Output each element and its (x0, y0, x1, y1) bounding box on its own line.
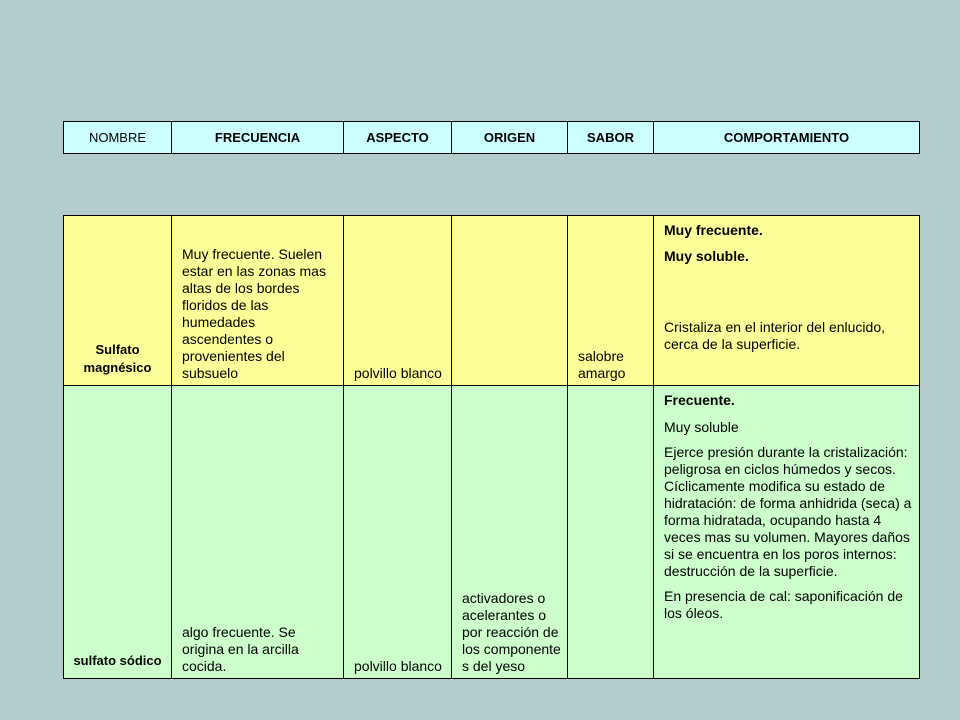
salts-table (63, 215, 920, 679)
comportamiento-line: Muy soluble. (664, 248, 749, 264)
cell-frecuencia: Muy frecuente. Suelen estar en las zonas mas altas de los bordes floridos de las humedades ascendentes o provenientes del subsuelo (172, 216, 344, 386)
cell-origen (452, 216, 568, 386)
table-row (64, 216, 920, 386)
comportamiento-line: Cristaliza en el interior del enlucido, cerca de la superficie. (664, 319, 885, 352)
header-nombre: NOMBRE (64, 122, 172, 154)
header-row (64, 122, 920, 154)
cell-nombre: Sulfato magnésico (64, 216, 172, 386)
cell-sabor (568, 386, 654, 679)
cell-origen: activadores o acelerantes o por reacción de los componente s del yeso (452, 386, 568, 679)
header-frecuencia: FRECUENCIA (172, 122, 344, 154)
table-row (64, 386, 920, 679)
header-table (63, 121, 920, 154)
header-sabor: SABOR (568, 122, 654, 154)
comportamiento-line: En presencia de cal: saponificación de los óleos. (664, 588, 903, 621)
comportamiento-line: Muy frecuente. (664, 222, 763, 238)
header-origen: ORIGEN (452, 122, 568, 154)
header-comportamiento: COMPORTAMIENTO (654, 122, 920, 154)
comportamiento-line: Muy soluble (664, 419, 739, 435)
cell-comportamiento (654, 386, 920, 679)
comportamiento-line: Frecuente. (664, 392, 735, 408)
cell-aspecto: polvillo blanco (344, 386, 452, 679)
cell-comportamiento (654, 216, 920, 386)
comportamiento-line: Ejerce presión durante la cristalización: peligrosa en ciclos húmedos y secos. Cíclicamente modifica su estado de hidratación: de forma anhidrida (seca) a forma hidratada, ocupando hasta 4 veces mas su volumen. Mayores daños si se encuentra en los poros internos: destrucción de la superficie. (664, 444, 912, 579)
cell-nombre: sulfato sódico (64, 386, 172, 679)
header-aspecto: ASPECTO (344, 122, 452, 154)
cell-frecuencia: algo frecuente. Se origina en la arcilla cocida. (172, 386, 344, 679)
cell-sabor: salobre amargo (568, 216, 654, 386)
cell-aspecto: polvillo blanco (344, 216, 452, 386)
